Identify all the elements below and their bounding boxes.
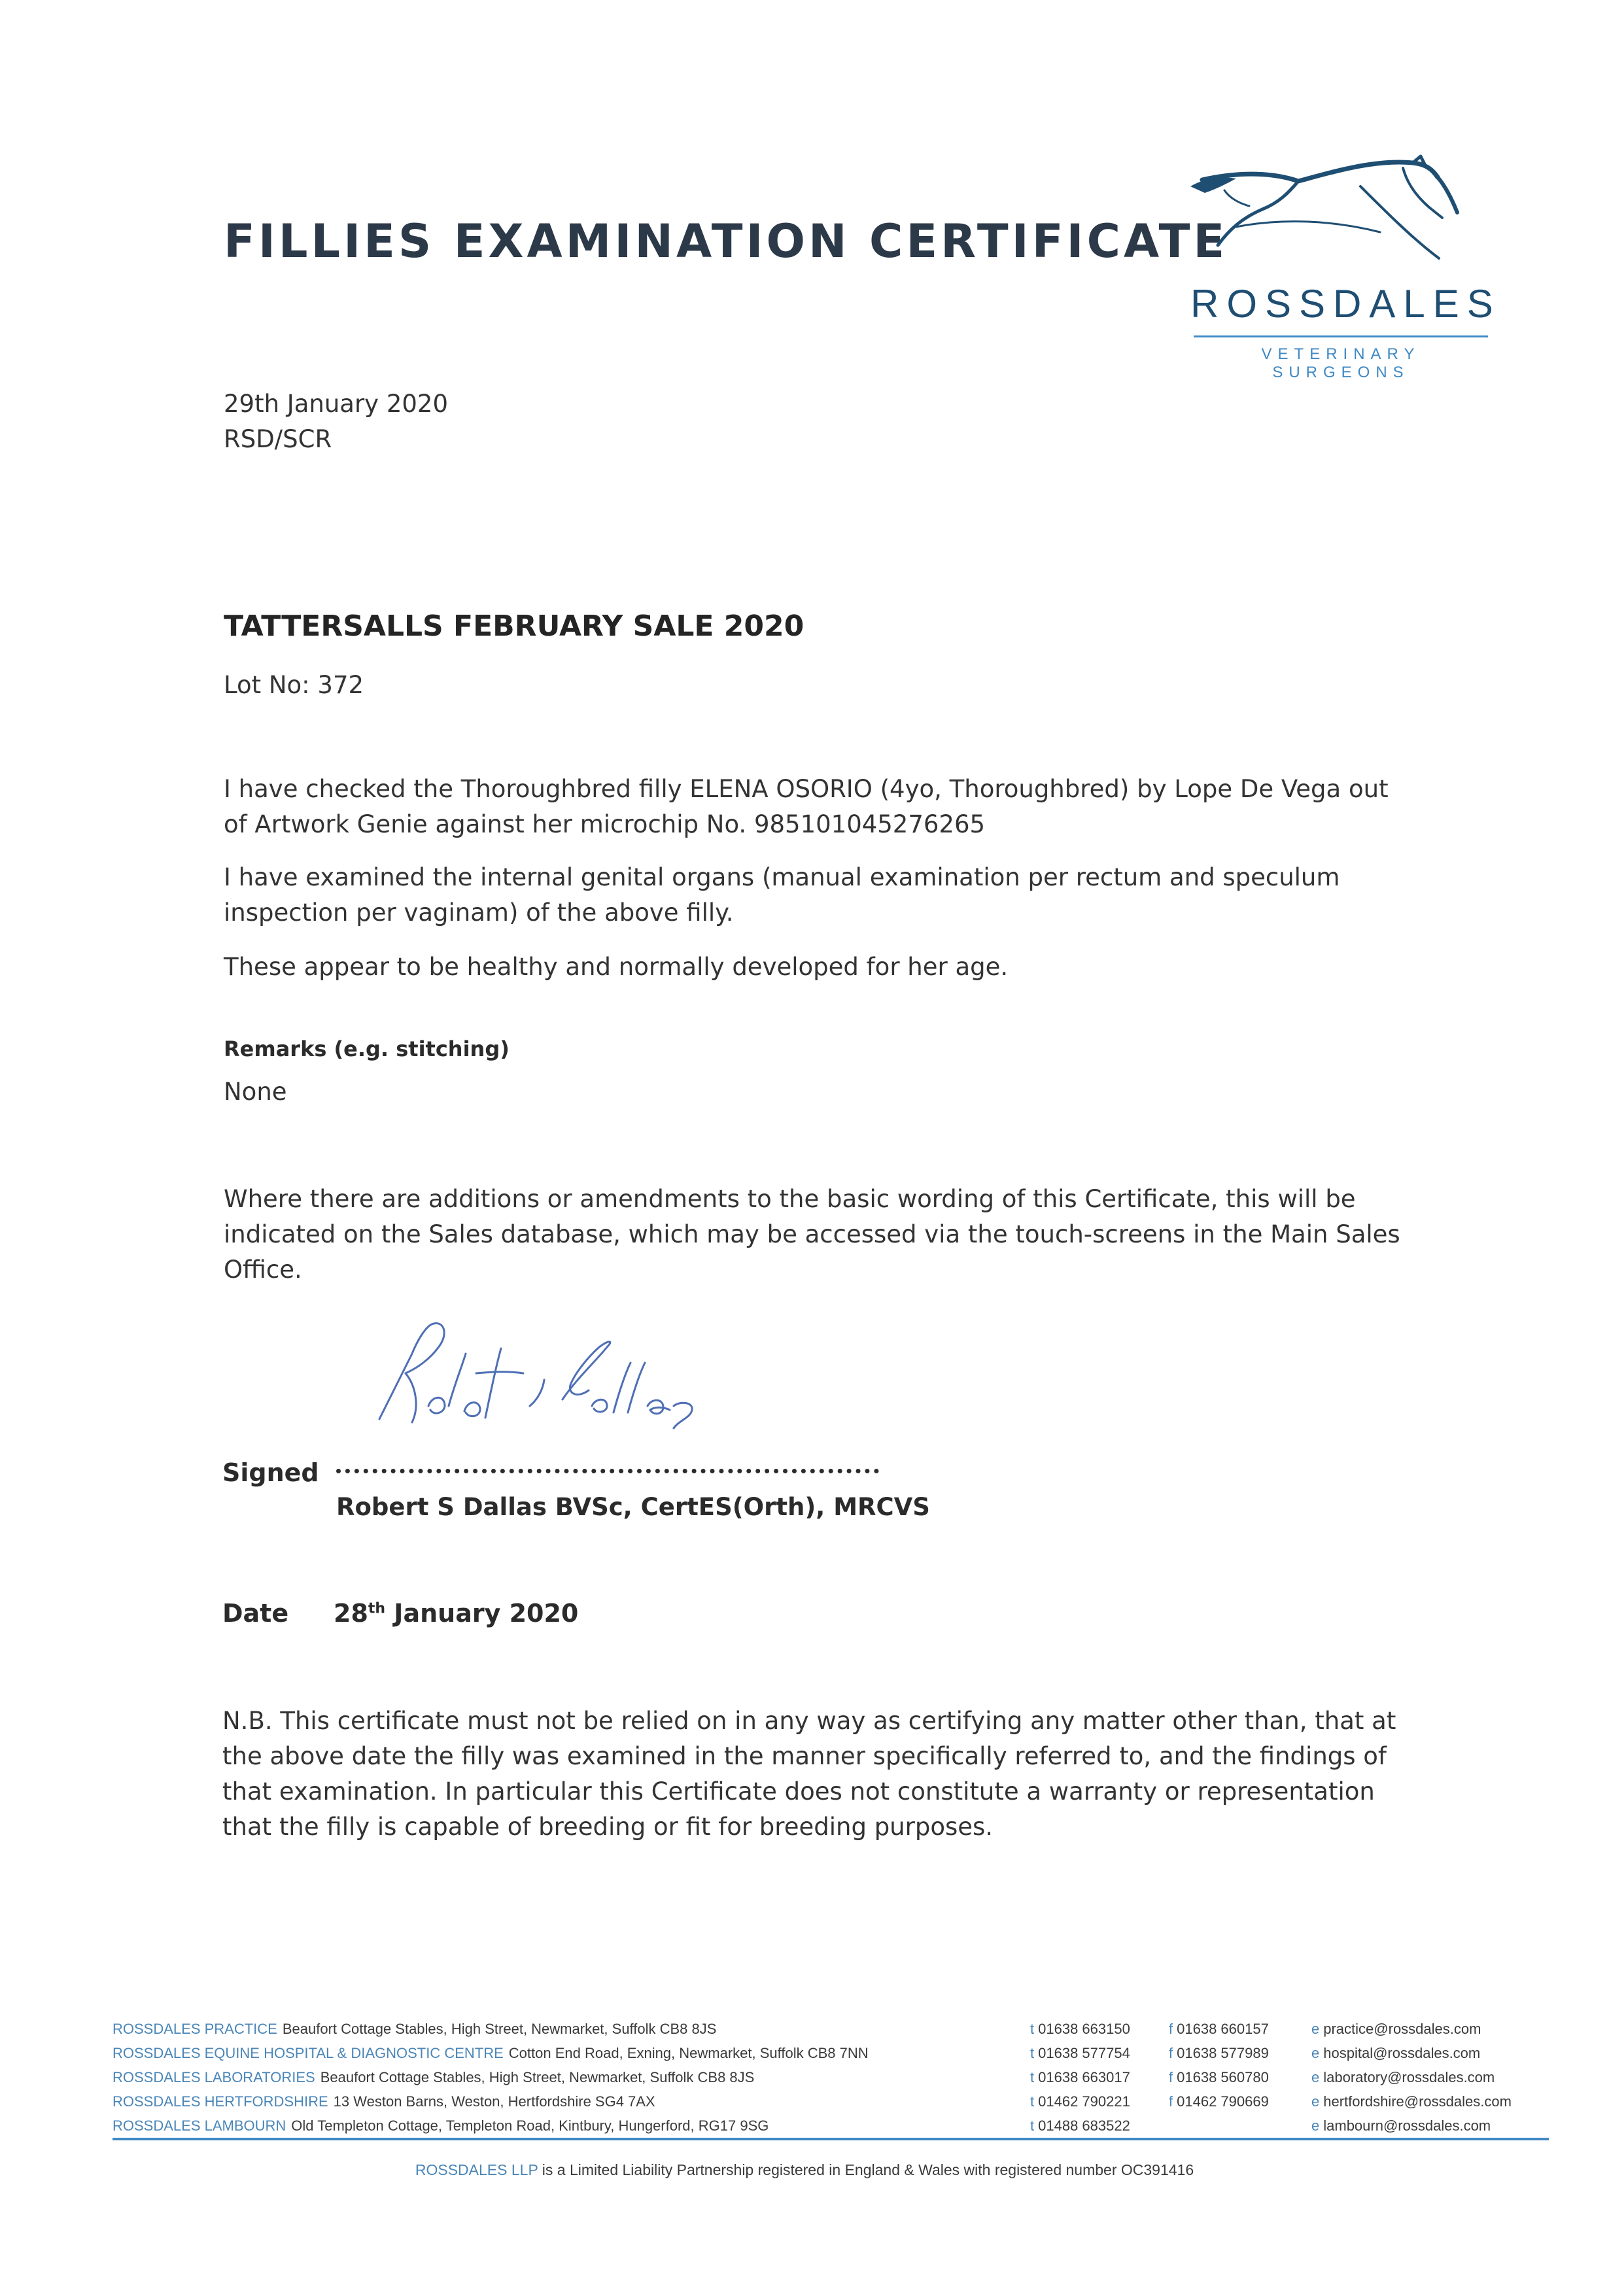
certificate-title: FILLIES EXAMINATION CERTIFICATE — [224, 214, 1228, 268]
practice-tel: 01638 577754 — [1038, 2045, 1130, 2061]
footer-row — [112, 2041, 1549, 2065]
tel-prefix: t — [1030, 2069, 1035, 2085]
tel-prefix: t — [1030, 2093, 1035, 2110]
practice-address: Beaufort Cottage Stables, High Street, Newmarket, Suffolk CB8 8JS — [282, 2021, 717, 2037]
practice-tel: 01638 663017 — [1038, 2069, 1130, 2085]
logo-wordmark: ROSSDALES — [1190, 282, 1501, 326]
practice-address: 13 Weston Barns, Weston, Hertfordshire SG4 7AX — [333, 2093, 655, 2110]
practice-name: ROSSDALES LAMBOURN — [112, 2117, 286, 2134]
certificate-date: 29th January 2020 — [224, 390, 448, 418]
practice-address: Cotton End Road, Exning, Newmarket, Suffolk CB8 7NN — [508, 2045, 869, 2061]
date-label: Date — [222, 1599, 289, 1628]
llp-name: ROSSDALES LLP — [415, 2161, 538, 2178]
identification-paragraph: I have checked the Thoroughbred filly ELENA OSORIO (4yo, Thoroughbred) by Lope De Vega out of Artwork Genie against her microchip No. 985101045276265 — [224, 775, 1389, 838]
practice-name: ROSSDALES EQUINE HOSPITAL & DIAGNOSTIC CENTRE — [112, 2045, 504, 2061]
practice-email: hertfordshire@rossdales.com — [1323, 2093, 1512, 2110]
practice-fax: 01638 577989 — [1177, 2045, 1269, 2061]
tel-prefix: t — [1030, 2045, 1035, 2061]
amendments-paragraph: Where there are additions or amendments to the basic wording of this Certificate, this will be indicated on the Sales database, which may be accessed via the touch-screens in the Main Sales Office. — [224, 1185, 1400, 1284]
practice-address: Beaufort Cottage Stables, High Street, Newmarket, Suffolk CB8 8JS — [320, 2069, 755, 2085]
examination-paragraph: I have examined the internal genital organs (manual examination per rectum and speculum inspection per vaginam) of the above filly. — [224, 863, 1340, 927]
lot-number: Lot No: 372 — [224, 671, 364, 699]
handwritten-signature — [366, 1308, 733, 1452]
footer-contacts — [112, 2017, 1549, 2138]
remarks-value: None — [224, 1078, 287, 1106]
practice-tel: 01638 663150 — [1038, 2021, 1130, 2037]
email-prefix: e — [1311, 2093, 1320, 2110]
footer-divider — [112, 2138, 1549, 2140]
practice-tel: 01488 683522 — [1038, 2117, 1130, 2134]
footer-row — [112, 2065, 1549, 2089]
signature-line — [336, 1469, 879, 1473]
email-prefix: e — [1311, 2069, 1320, 2085]
practice-name: ROSSDALES HERTFORDSHIRE — [112, 2093, 328, 2110]
fax-prefix: f — [1169, 2093, 1173, 2110]
signature-date — [334, 1599, 578, 1628]
email-prefix: e — [1311, 2021, 1320, 2037]
logo-divider — [1194, 335, 1488, 337]
certificate-reference: RSD/SCR — [224, 425, 332, 453]
practice-tel: 01462 790221 — [1038, 2093, 1130, 2110]
practice-fax: 01638 660157 — [1177, 2021, 1269, 2037]
logo-subtitle: VETERINARY SURGEONS — [1261, 345, 1421, 381]
footer-registration — [0, 2161, 1609, 2179]
practice-fax: 01462 790669 — [1177, 2093, 1269, 2110]
signer-name: Robert S Dallas BVSc, CertES(Orth), MRCVS — [336, 1493, 930, 1521]
practice-fax: 01638 560780 — [1177, 2069, 1269, 2085]
practice-email: practice@rossdales.com — [1323, 2021, 1481, 2037]
practice-email: lambourn@rossdales.com — [1323, 2117, 1491, 2134]
tel-prefix: t — [1030, 2117, 1035, 2134]
sale-heading: TATTERSALLS FEBRUARY SALE 2020 — [224, 609, 804, 643]
email-prefix: e — [1311, 2045, 1320, 2061]
date-month-year: January 2020 — [385, 1599, 579, 1628]
practice-email: hospital@rossdales.com — [1323, 2045, 1481, 2061]
disclaimer-paragraph: N.B. This certificate must not be relied on in any way as certifying any matter other than, that at the above date the filly was examined in the manner specifically referred to, and the findings of that examination. In particular this Certificate does not constitute a warranty or representation that the filly is capable of breeding or fit for breeding purposes. — [222, 1707, 1396, 1841]
footer-row — [112, 2114, 1549, 2138]
fax-prefix: f — [1169, 2045, 1173, 2061]
signed-label: Signed — [222, 1458, 319, 1487]
fax-prefix: f — [1169, 2021, 1173, 2037]
galloping-horse-icon — [1164, 147, 1504, 376]
practice-email: laboratory@rossdales.com — [1323, 2069, 1495, 2085]
tel-prefix: t — [1030, 2021, 1035, 2037]
email-prefix: e — [1311, 2117, 1320, 2134]
findings-paragraph: These appear to be healthy and normally developed for her age. — [224, 953, 1009, 981]
date-day: 28 — [334, 1599, 368, 1628]
footer-row — [112, 2089, 1549, 2114]
remarks-label: Remarks (e.g. stitching) — [224, 1037, 510, 1061]
practice-name: ROSSDALES LABORATORIES — [112, 2069, 315, 2085]
practice-name: ROSSDALES PRACTICE — [112, 2021, 277, 2037]
footer-row — [112, 2017, 1549, 2041]
fax-prefix: f — [1169, 2069, 1173, 2085]
date-suffix: th — [368, 1600, 386, 1617]
llp-text: is a Limited Liability Partnership registered in England & Wales with registered number OC391416 — [542, 2161, 1194, 2178]
practice-address: Old Templeton Cottage, Templeton Road, Kintbury, Hungerford, RG17 9SG — [291, 2117, 769, 2134]
